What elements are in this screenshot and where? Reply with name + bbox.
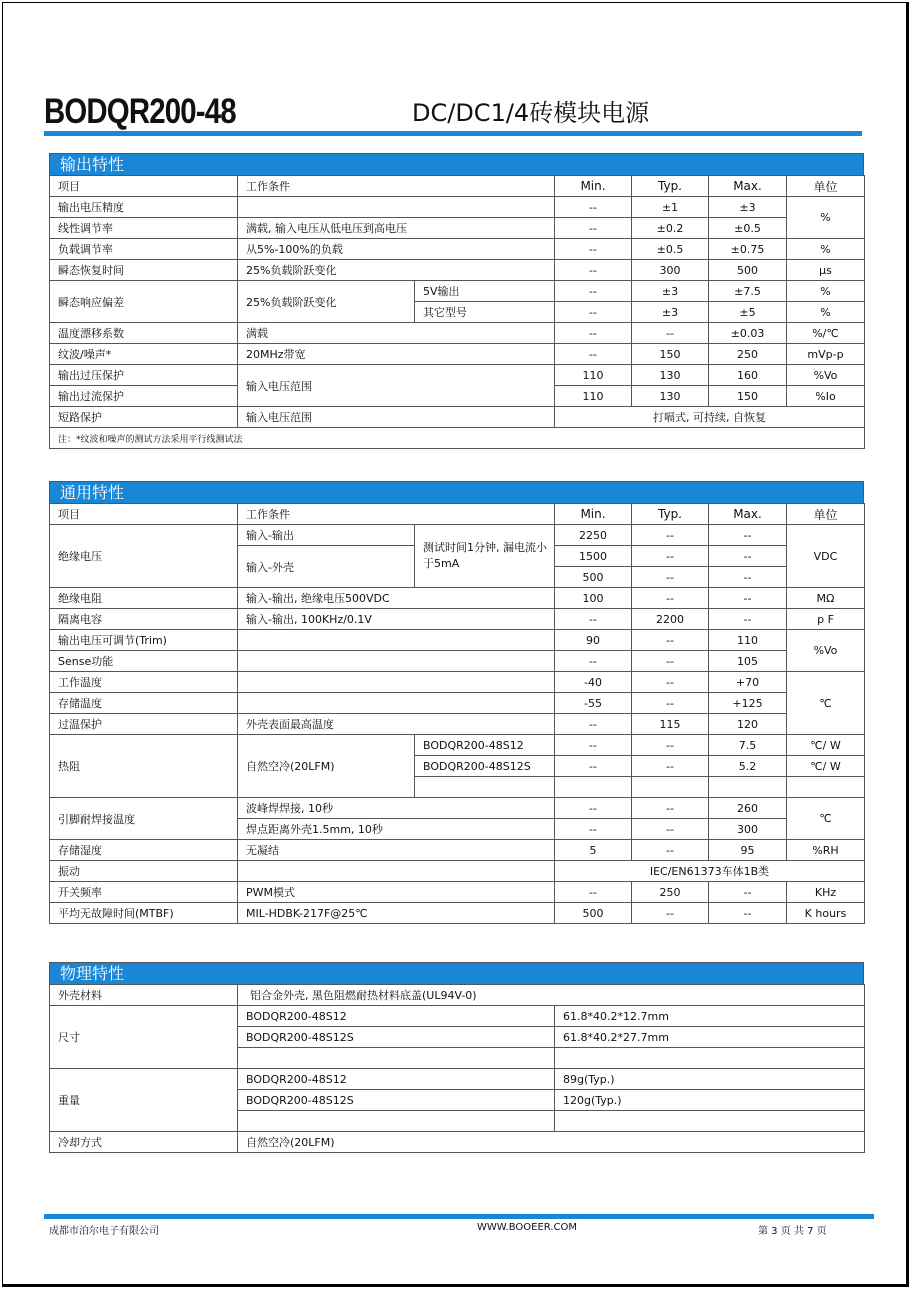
table-row xyxy=(50,1132,865,1153)
note-text: 注：*纹波和噪声的测试方法采用平行线测试法 xyxy=(50,428,865,449)
item-cell: 开关频率 xyxy=(50,882,238,903)
sub-cond-cell: 其它型号 xyxy=(415,302,555,323)
value-cell: -- xyxy=(632,693,709,714)
value-cell: -- xyxy=(555,197,632,218)
cond-cell: 自然空冷(20LFM) xyxy=(238,735,415,798)
table-row xyxy=(50,365,865,386)
value-cell: -- xyxy=(555,609,632,630)
table-row xyxy=(50,260,865,281)
value-cell xyxy=(555,1048,865,1069)
table-row xyxy=(50,798,865,819)
value-cell: 7.5 xyxy=(709,735,787,756)
value-cell: 打嗝式, 可持续, 自恢复 xyxy=(555,407,865,428)
header-rule xyxy=(44,131,862,136)
output-section xyxy=(49,153,864,449)
value-cell: 500 xyxy=(555,903,632,924)
value-cell: -- xyxy=(709,882,787,903)
table-row xyxy=(50,525,865,546)
value-cell: ±0.03 xyxy=(709,323,787,344)
cond-cell: 25%负载阶跃变化 xyxy=(238,260,555,281)
item-cell: 纹波/噪声* xyxy=(50,344,238,365)
cond-cell: 从5%-100%的负载 xyxy=(238,239,555,260)
value-cell: -- xyxy=(555,651,632,672)
value-cell: 2200 xyxy=(632,609,709,630)
cond-cell: 输入-输出, 100KHz/0.1V xyxy=(238,609,555,630)
output-section-title: 输出特性 xyxy=(49,153,864,175)
value-cell: ±7.5 xyxy=(709,281,787,302)
col-header: 单位 xyxy=(787,504,865,525)
cond-cell xyxy=(238,197,555,218)
value-cell: -- xyxy=(632,903,709,924)
col-header: Min. xyxy=(555,504,632,525)
value-cell: -- xyxy=(632,672,709,693)
cond-cell: 焊点距离外壳1.5mm, 10秒 xyxy=(238,819,555,840)
value-cell: 250 xyxy=(709,344,787,365)
unit-cell: MΩ xyxy=(787,588,865,609)
col-header: Max. xyxy=(709,504,787,525)
value-cell: -- xyxy=(555,714,632,735)
value-cell: 铝合金外壳, 黑色阻燃耐热材料底盖(UL94V-0) xyxy=(238,985,865,1006)
table-row xyxy=(50,882,865,903)
item-cell: 输出过流保护 xyxy=(50,386,238,407)
value-cell: -- xyxy=(632,323,709,344)
value-cell: -- xyxy=(555,302,632,323)
value-cell: ±0.75 xyxy=(709,239,787,260)
value-cell: -- xyxy=(709,588,787,609)
value-cell: ±0.5 xyxy=(632,239,709,260)
unit-cell xyxy=(787,777,865,798)
value-cell: -- xyxy=(709,609,787,630)
cond-cell xyxy=(238,672,555,693)
col-header: 单位 xyxy=(787,176,865,197)
value-cell: -- xyxy=(555,260,632,281)
model-cell xyxy=(415,777,555,798)
cond-cell: 25%负载阶跃变化 xyxy=(238,281,415,323)
cond-cell xyxy=(238,861,555,882)
value-cell: 115 xyxy=(632,714,709,735)
value-cell: ±3 xyxy=(632,302,709,323)
value-cell xyxy=(709,777,787,798)
value-cell: -- xyxy=(709,903,787,924)
general-section xyxy=(49,481,864,924)
unit-cell: ℃/ W xyxy=(787,735,865,756)
unit-cell: mVp-p xyxy=(787,344,865,365)
footer-page-number: 第 3 页 共 7 页 xyxy=(758,1226,827,1237)
unit-cell: ℃ xyxy=(787,672,865,735)
value-cell: 自然空冷(20LFM) xyxy=(238,1132,865,1153)
item-cell: 线性调节率 xyxy=(50,218,238,239)
value-cell: -- xyxy=(632,819,709,840)
table-row xyxy=(50,630,865,651)
item-cell: 负载调节率 xyxy=(50,239,238,260)
value-cell: 130 xyxy=(632,365,709,386)
value-cell: 300 xyxy=(709,819,787,840)
value-cell: 5.2 xyxy=(709,756,787,777)
value-cell: 110 xyxy=(709,630,787,651)
value-cell: -- xyxy=(632,735,709,756)
value-cell: 110 xyxy=(555,365,632,386)
value-cell: ±0.2 xyxy=(632,218,709,239)
table-row xyxy=(50,218,865,239)
col-header: 工作条件 xyxy=(238,504,555,525)
unit-cell: %Io xyxy=(787,386,865,407)
physical-section-title: 物理特性 xyxy=(49,962,864,984)
value-cell: 100 xyxy=(555,588,632,609)
cond-cell: 输入-外壳 xyxy=(238,546,415,588)
value-cell: 150 xyxy=(709,386,787,407)
value-cell: 110 xyxy=(555,386,632,407)
value-cell: -- xyxy=(632,525,709,546)
value-cell: -- xyxy=(632,756,709,777)
model-cell: BODQR200-48S12 xyxy=(238,1069,555,1090)
value-cell xyxy=(632,777,709,798)
value-cell: ±3 xyxy=(709,197,787,218)
value-cell: 95 xyxy=(709,840,787,861)
cond-cell: 满载, 输入电压从低电压到高电压 xyxy=(238,218,555,239)
col-header: 项目 xyxy=(50,176,238,197)
value-cell: +70 xyxy=(709,672,787,693)
value-cell: -- xyxy=(709,567,787,588)
general-section-title: 通用特性 xyxy=(49,481,864,503)
value-cell: ±0.5 xyxy=(709,218,787,239)
value-cell: ±3 xyxy=(632,281,709,302)
unit-cell: %RH xyxy=(787,840,865,861)
value-cell: -- xyxy=(632,588,709,609)
cond-cell: 输入电压范围 xyxy=(238,365,555,407)
table-row xyxy=(50,672,865,693)
model-cell xyxy=(238,1111,555,1132)
value-cell: +125 xyxy=(709,693,787,714)
item-cell: 工作温度 xyxy=(50,672,238,693)
unit-cell: % xyxy=(787,302,865,323)
value-cell: -- xyxy=(632,546,709,567)
value-cell: 90 xyxy=(555,630,632,651)
table-row xyxy=(50,861,865,882)
item-cell: 尺寸 xyxy=(50,1006,238,1069)
value-cell: -- xyxy=(555,239,632,260)
item-cell: 引脚耐焊接温度 xyxy=(50,798,238,840)
value-cell: 250 xyxy=(632,882,709,903)
value-cell: ±5 xyxy=(709,302,787,323)
cond-cell: 输入-输出 xyxy=(238,525,415,546)
value-cell: 89g(Typ.) xyxy=(555,1069,865,1090)
model-cell: BODQR200-48S12S xyxy=(238,1090,555,1111)
cond-cell: 输入电压范围 xyxy=(238,407,555,428)
item-cell: 温度漂移系数 xyxy=(50,323,238,344)
value-cell: -55 xyxy=(555,693,632,714)
value-cell: -- xyxy=(555,323,632,344)
item-cell: 绝缘电压 xyxy=(50,525,238,588)
item-cell: Sense功能 xyxy=(50,651,238,672)
cond-cell: 20MHz带宽 xyxy=(238,344,555,365)
value-cell: 160 xyxy=(709,365,787,386)
value-cell: -- xyxy=(709,546,787,567)
unit-cell: %Vo xyxy=(787,630,865,672)
item-cell: 热阻 xyxy=(50,735,238,798)
model-cell: BODQR200-48S12S xyxy=(238,1027,555,1048)
value-cell: 105 xyxy=(709,651,787,672)
col-header: 工作条件 xyxy=(238,176,555,197)
value-cell: -- xyxy=(555,819,632,840)
value-cell: 1500 xyxy=(555,546,632,567)
item-cell: 隔离电容 xyxy=(50,609,238,630)
table-row xyxy=(50,504,865,525)
value-cell: 150 xyxy=(632,344,709,365)
cond-cell: 波峰焊焊接, 10秒 xyxy=(238,798,555,819)
value-cell: -- xyxy=(632,651,709,672)
unit-cell: μs xyxy=(787,260,865,281)
item-cell: 绝缘电阻 xyxy=(50,588,238,609)
value-cell: -- xyxy=(555,756,632,777)
unit-cell: ℃/ W xyxy=(787,756,865,777)
cond-cell xyxy=(238,693,555,714)
cond-cell: 外壳表面最高温度 xyxy=(238,714,555,735)
table-row xyxy=(50,714,865,735)
table-row xyxy=(50,693,865,714)
table-row xyxy=(50,735,865,756)
footer-url: WWW.BOOEER.COM xyxy=(477,1222,578,1233)
unit-cell: K hours xyxy=(787,903,865,924)
item-cell: 平均无故障时间(MTBF) xyxy=(50,903,238,924)
value-cell: -- xyxy=(555,281,632,302)
col-header: Max. xyxy=(709,176,787,197)
value-cell: -- xyxy=(555,344,632,365)
unit-cell: p F xyxy=(787,609,865,630)
table-row xyxy=(50,344,865,365)
value-cell: 120 xyxy=(709,714,787,735)
col-header: Typ. xyxy=(632,176,709,197)
item-cell: 瞬态恢复时间 xyxy=(50,260,238,281)
col-header: Min. xyxy=(555,176,632,197)
value-cell: -- xyxy=(555,735,632,756)
table-row xyxy=(50,197,865,218)
table-row xyxy=(50,176,865,197)
item-cell: 输出过压保护 xyxy=(50,365,238,386)
value-cell: -- xyxy=(632,630,709,651)
table-row xyxy=(50,407,865,428)
physical-section xyxy=(49,962,864,1153)
model-cell: BODQR200-48S12 xyxy=(238,1006,555,1027)
value-cell: 130 xyxy=(632,386,709,407)
cond-cell: PWM模式 xyxy=(238,882,555,903)
cond-cell xyxy=(238,630,555,651)
table-row xyxy=(50,651,865,672)
item-cell: 重量 xyxy=(50,1069,238,1132)
unit-cell: ℃ xyxy=(787,798,865,840)
model-cell xyxy=(238,1048,555,1069)
unit-cell: % xyxy=(787,197,865,239)
item-cell: 存储湿度 xyxy=(50,840,238,861)
unit-cell: KHz xyxy=(787,882,865,903)
cond-cell: 满载 xyxy=(238,323,555,344)
item-cell: 外壳材料 xyxy=(50,985,238,1006)
value-cell: -- xyxy=(632,567,709,588)
table-row xyxy=(50,609,865,630)
unit-cell: %Vo xyxy=(787,365,865,386)
unit-cell: % xyxy=(787,281,865,302)
value-cell: -40 xyxy=(555,672,632,693)
value-cell: -- xyxy=(632,798,709,819)
value-cell: 2250 xyxy=(555,525,632,546)
unit-cell: VDC xyxy=(787,525,865,588)
table-row xyxy=(50,1069,865,1090)
item-cell: 短路保护 xyxy=(50,407,238,428)
cond-cell: MIL-HDBK-217F@25℃ xyxy=(238,903,555,924)
output-table xyxy=(49,175,865,449)
footer-rule xyxy=(44,1214,874,1219)
item-cell: 输出电压精度 xyxy=(50,197,238,218)
item-cell: 过温保护 xyxy=(50,714,238,735)
table-row xyxy=(50,1006,865,1027)
value-cell xyxy=(555,1111,865,1132)
col-header: 项目 xyxy=(50,504,238,525)
value-cell xyxy=(555,777,632,798)
table-row xyxy=(50,281,865,302)
value-cell: 260 xyxy=(709,798,787,819)
col-header: Typ. xyxy=(632,504,709,525)
sub-cond-cell: 5V输出 xyxy=(415,281,555,302)
table-row xyxy=(50,840,865,861)
cond-cell: 无凝结 xyxy=(238,840,555,861)
footer-company: 成都市泊尔电子有限公司 xyxy=(49,1226,159,1237)
item-cell: 输出电压可调节(Trim) xyxy=(50,630,238,651)
value-cell: 61.8*40.2*12.7mm xyxy=(555,1006,865,1027)
cond-cell xyxy=(238,651,555,672)
product-subtitle: DC/DC1/4砖模块电源 xyxy=(412,99,650,127)
value-cell: 5 xyxy=(555,840,632,861)
unit-cell: %/℃ xyxy=(787,323,865,344)
item-cell: 振动 xyxy=(50,861,238,882)
value-cell: -- xyxy=(555,798,632,819)
cond-cell: 测试时间1分钟, 漏电流小于5mA xyxy=(415,525,555,588)
model-cell: BODQR200-48S12 xyxy=(415,735,555,756)
cond-cell: 输入-输出, 绝缘电压500VDC xyxy=(238,588,555,609)
table-row xyxy=(50,588,865,609)
value-cell: -- xyxy=(632,840,709,861)
value-cell: 61.8*40.2*27.7mm xyxy=(555,1027,865,1048)
model-cell: BODQR200-48S12S xyxy=(415,756,555,777)
physical-table xyxy=(49,984,865,1153)
value-cell: 300 xyxy=(632,260,709,281)
model-title: BODQR200-48 xyxy=(44,92,236,131)
general-table xyxy=(49,503,865,924)
item-cell: 瞬态响应偏差 xyxy=(50,281,238,323)
table-row xyxy=(50,985,865,1006)
value-cell: IEC/EN61373车体1B类 xyxy=(555,861,865,882)
unit-cell: % xyxy=(787,239,865,260)
value-cell: 500 xyxy=(555,567,632,588)
value-cell: 500 xyxy=(709,260,787,281)
value-cell: -- xyxy=(709,525,787,546)
table-row xyxy=(50,903,865,924)
item-cell: 存储温度 xyxy=(50,693,238,714)
item-cell: 冷却方式 xyxy=(50,1132,238,1153)
value-cell: -- xyxy=(555,218,632,239)
table-row xyxy=(50,428,865,449)
value-cell: 120g(Typ.) xyxy=(555,1090,865,1111)
table-row xyxy=(50,323,865,344)
value-cell: ±1 xyxy=(632,197,709,218)
value-cell: -- xyxy=(555,882,632,903)
table-row xyxy=(50,239,865,260)
